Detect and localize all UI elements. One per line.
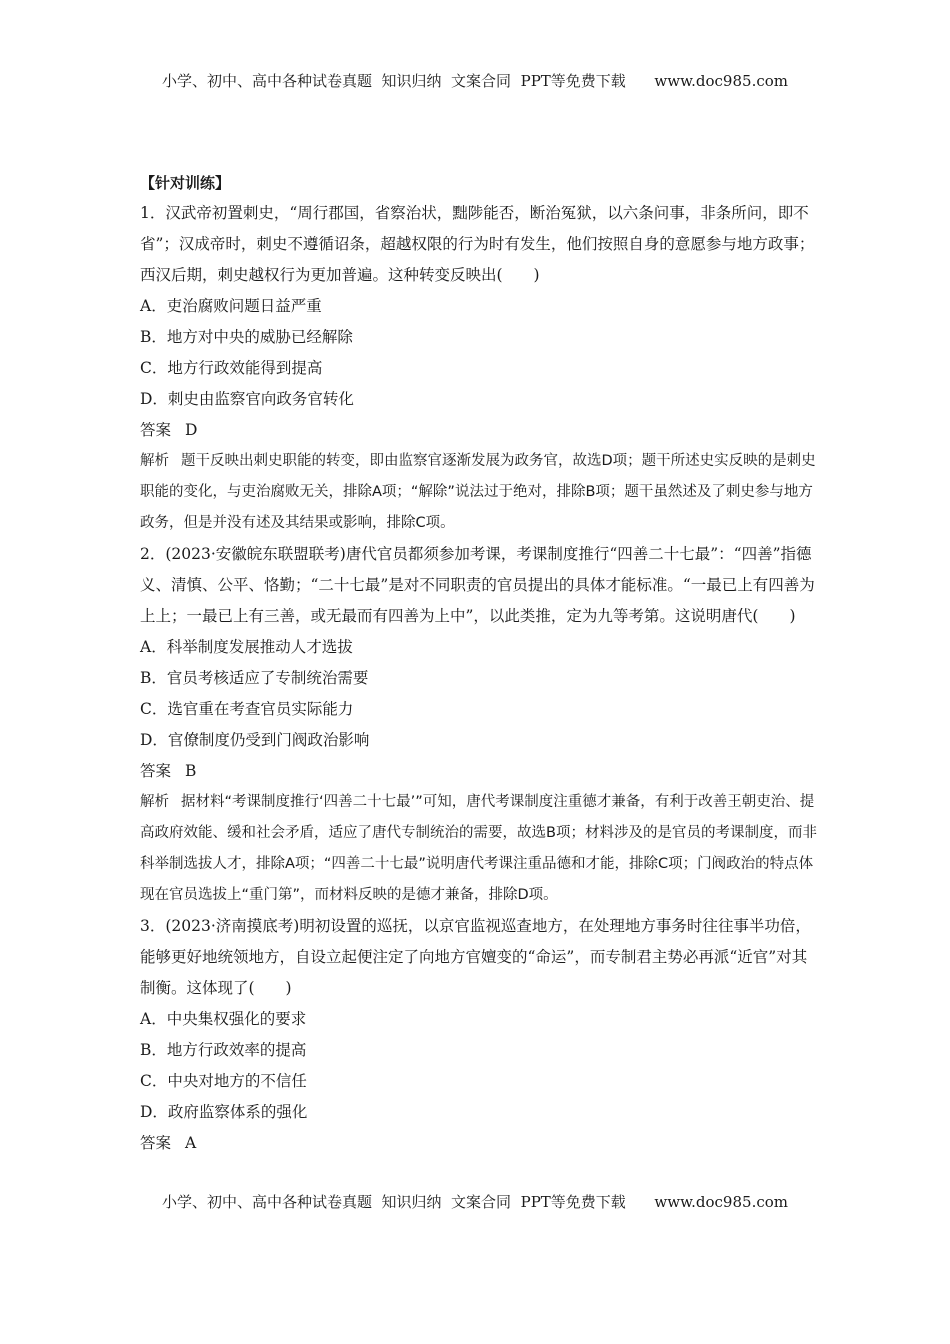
question-3	[140, 911, 818, 1159]
answer-value: B	[185, 762, 197, 780]
section-title: 【针对训练】	[140, 174, 231, 192]
answer-value: D	[185, 421, 198, 439]
answer-line	[140, 756, 818, 787]
answer-line	[140, 1128, 818, 1159]
question-1	[140, 198, 818, 539]
question-stem: 2．(2023·安徽皖东联盟联考)唐代官员都须参加考课，考课制度推行“四善二十七最”：“四善”指德义、清慎、公平、恪勤；“二十七最”是对不同职责的官员提出的具体才能标准。“一最已上有四善为上上；一最已上有三善，或无最而有四善为上中”，以此类推，定为九等考第。这说明唐代( )	[140, 545, 815, 625]
question-stem: 1．汉武帝初置刺史，“周行郡国，省察治状，黜陟能否，断治冤狱，以六条问事，非条所问，即不省”；汉成帝时，刺史不遵循诏条，超越权限的行为时有发生，他们按照自身的意愿参与地方政事；西汉后期，刺史越权行为更加普遍。这种转变反映出( )	[140, 204, 815, 284]
analysis-paragraph	[140, 787, 818, 911]
answer-value: A	[185, 1134, 197, 1152]
document-body	[140, 172, 818, 1159]
option-c: C．选官重在考查官员实际能力	[140, 700, 354, 718]
analysis-label: 解析	[140, 794, 169, 810]
analysis-text: 据材料“考课制度推行‘四善二十七最’”可知，唐代考课制度注重德才兼备，有利于改善王朝吏治、提高政府效能、缓和社会矛盾，适应了唐代专制统治的需要，故选B项；材料涉及的是官员的考课制度，而非科举制选拔人才，排除A项；“四善二十七最”说明唐代考课注重品德和才能，排除C项；门阀政治的特点体现在官员选拔上“重门第”，而材料反映的是德才兼备，排除D项。	[140, 794, 817, 903]
answer-label: 答案	[140, 762, 172, 780]
option-a: A．吏治腐败问题日益严重	[140, 297, 322, 315]
analysis-paragraph	[140, 446, 818, 539]
analysis-text: 题干反映出刺史职能的转变，即由监察官逐渐发展为政务官，故选D项；题干所述史实反映的是刺史职能的变化，与吏治腐败无关，排除A项；“解除”说法过于绝对，排除B项；题干虽然述及了刺史参与地方政务，但是并没有述及其结果或影响，排除C项。	[140, 453, 816, 531]
page-footer: 小学、初中、高中各种试卷真题 知识归纳 文案合同 PPT等免费下载 www.doc985.com	[161, 1193, 788, 1211]
option-d: D．刺史由监察官向政务官转化	[140, 390, 354, 408]
answer-label: 答案	[140, 421, 172, 439]
answer-line	[140, 415, 818, 446]
option-d: D．官僚制度仍受到门阀政治影响	[140, 731, 370, 749]
question-2	[140, 539, 818, 911]
option-c: C．地方行政效能得到提高	[140, 359, 323, 377]
option-a: A．科举制度发展推动人才选拔	[140, 638, 353, 656]
option-d: D．政府监察体系的强化	[140, 1103, 308, 1121]
option-a: A．中央集权强化的要求	[140, 1010, 307, 1028]
option-b: B．地方行政效率的提高	[140, 1041, 307, 1059]
answer-label: 答案	[140, 1134, 172, 1152]
analysis-label: 解析	[140, 453, 169, 469]
question-stem: 3．(2023·济南摸底考)明初设置的巡抚，以京官监视巡查地方，在处理地方事务时往往事半功倍，能够更好地统领地方，自设立起便注定了向地方官嬗变的“命运”，而专制君主势必再派“近官”对其制衡。这体现了( )	[140, 917, 811, 997]
option-b: B．官员考核适应了专制统治需要	[140, 669, 369, 687]
option-b: B．地方对中央的威胁已经解除	[140, 328, 353, 346]
option-c: C．中央对地方的不信任	[140, 1072, 307, 1090]
page-header: 小学、初中、高中各种试卷真题 知识归纳 文案合同 PPT等免费下载 www.doc985.com	[161, 72, 788, 90]
